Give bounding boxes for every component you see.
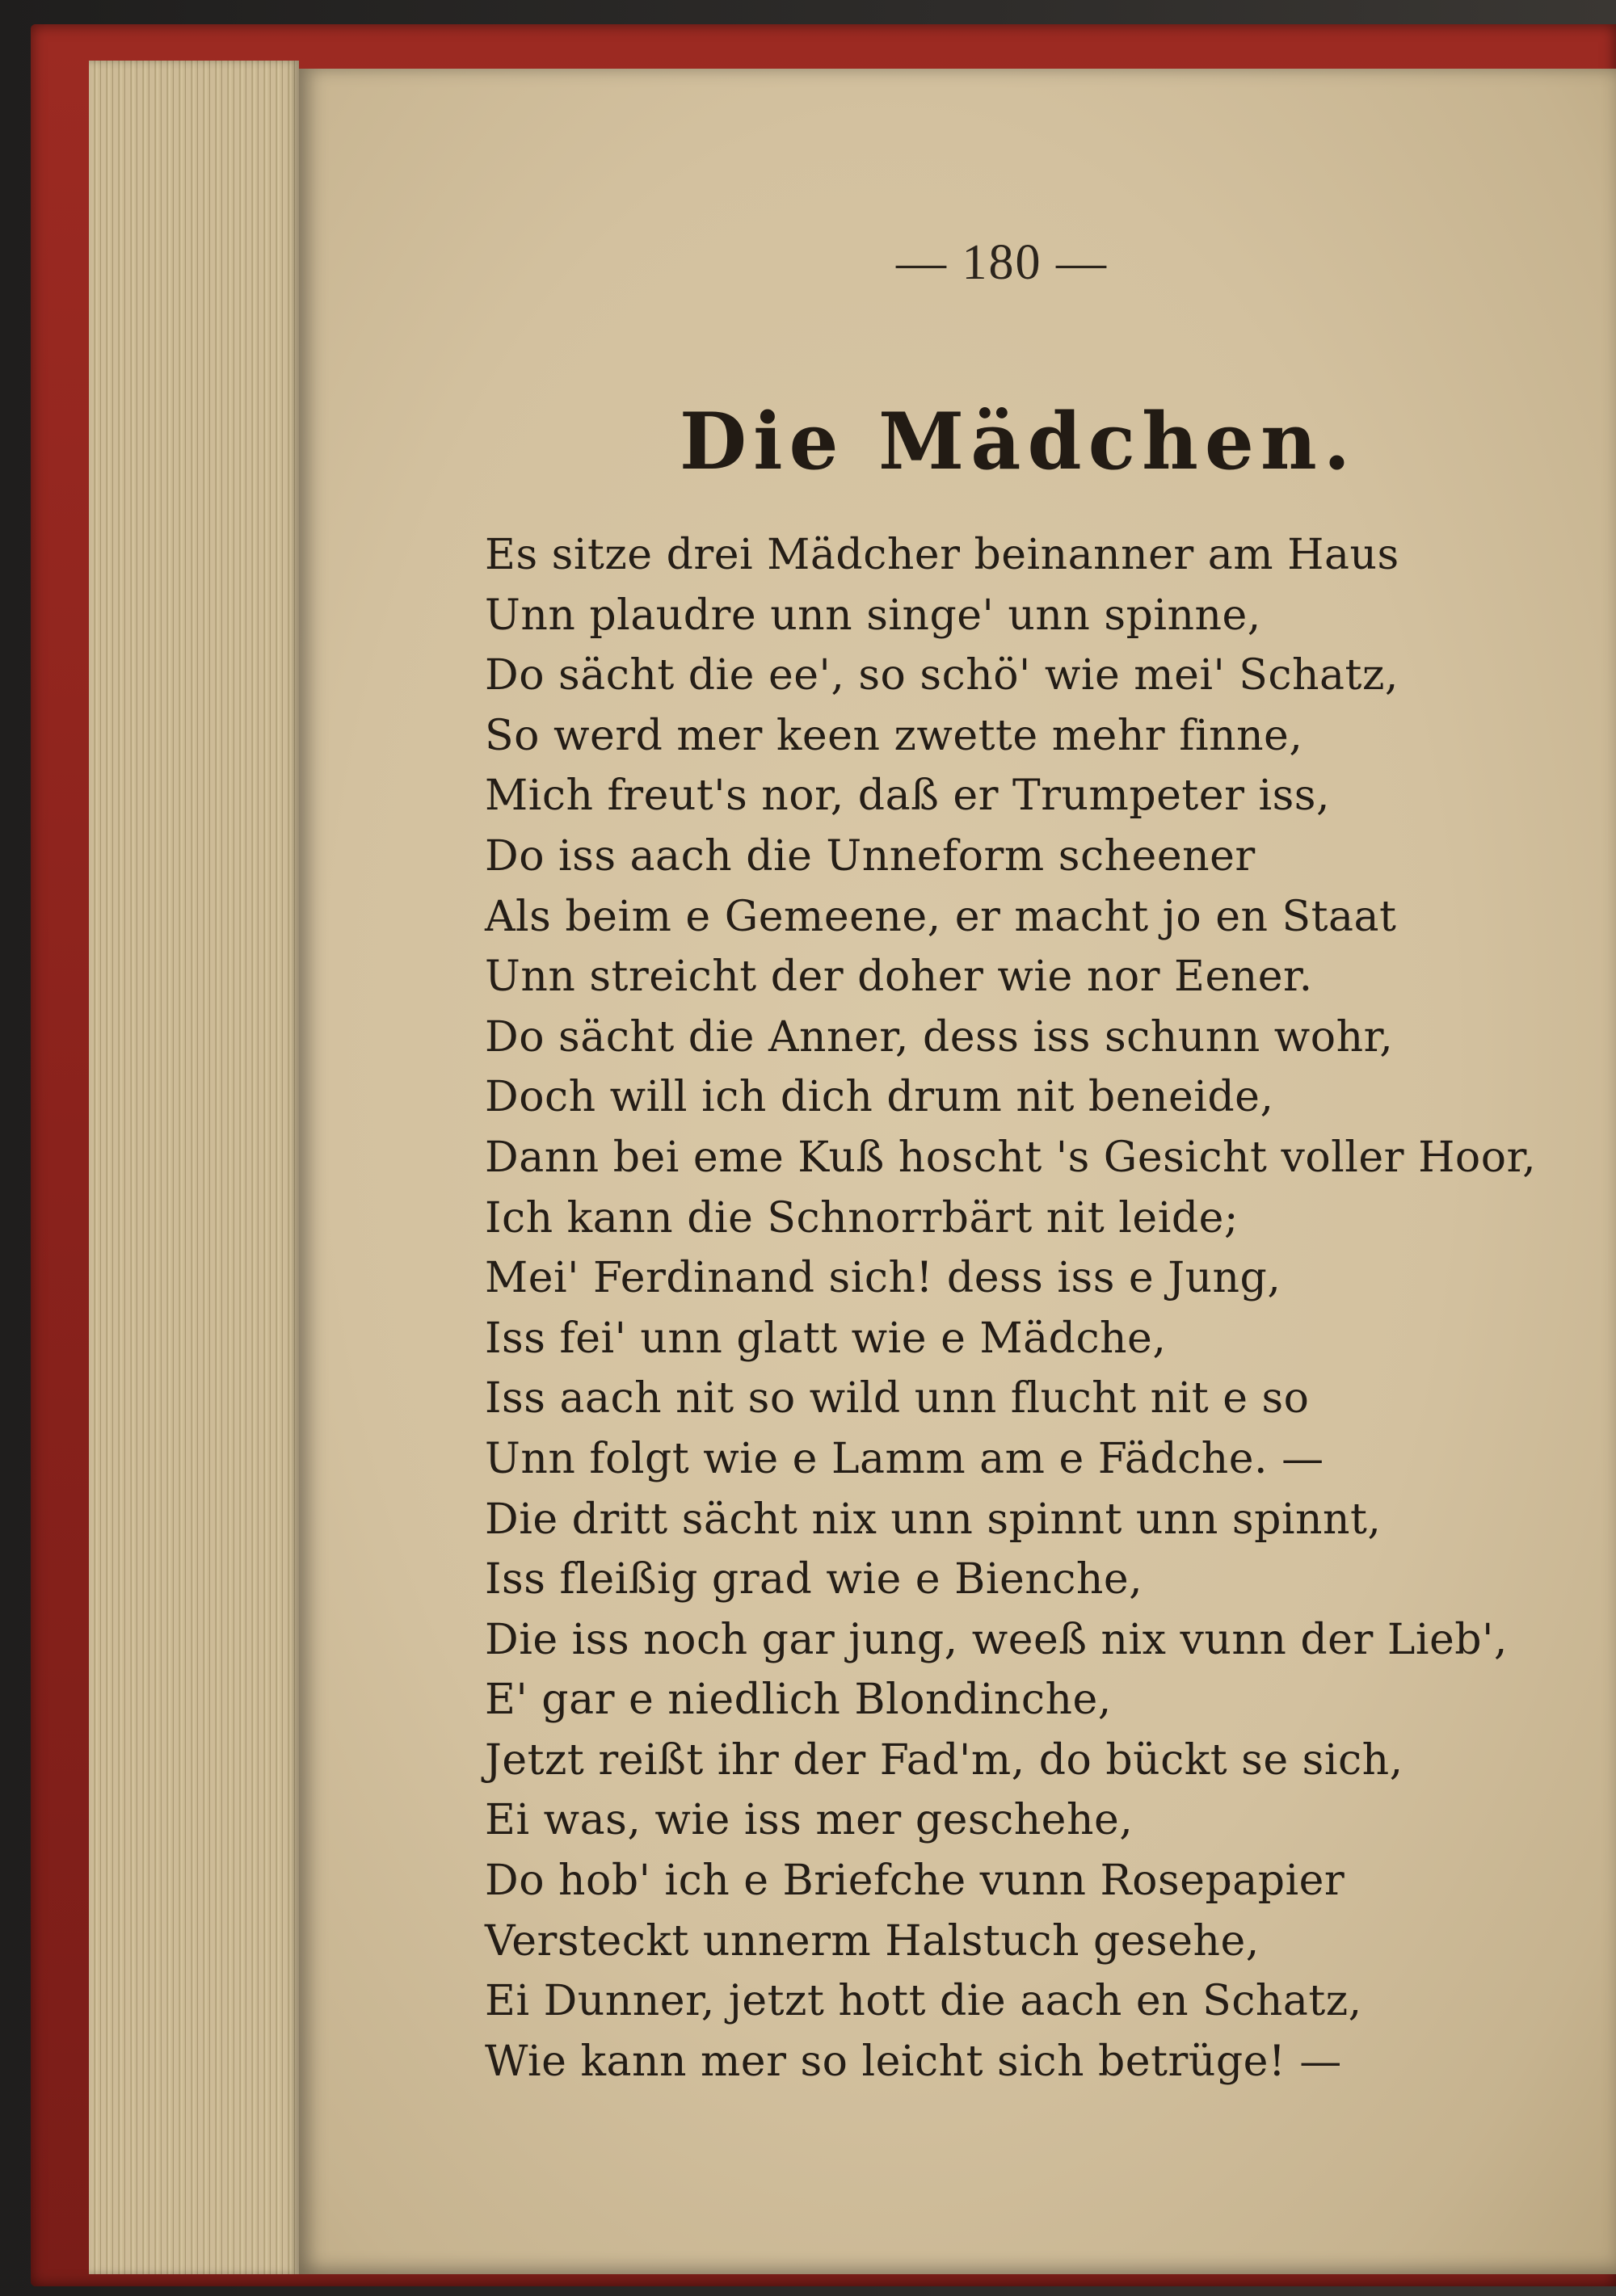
poem-line: Do iss aach die Unneform scheener — [485, 831, 1256, 881]
poem-line: Do hob' ich e Briefche vunn Rosepapier — [485, 1857, 1345, 1906]
page-number: — 180 — — [896, 235, 1108, 290]
poem-line: Als beim e Gemeene, er macht jo en Staat — [485, 892, 1397, 941]
poem-text — [485, 525, 1600, 2092]
poem-line: E' gar e niedlich Blondinche, — [485, 1676, 1112, 1725]
poem-line: Versteckt unnerm Halstuch gesehe, — [485, 1916, 1260, 1966]
poem-line: Die iss noch gar jung, weeß nix vunn der Lieb', — [485, 1615, 1508, 1664]
poem-line: Doch will ich dich drum nit beneide, — [485, 1073, 1274, 1122]
poem-line: Ich kann die Schnorrbärt nit leide; — [485, 1193, 1239, 1243]
poem-line: Do sächt die ee', so schö' wie mei' Schatz, — [485, 651, 1399, 700]
poem-line: Unn plaudre unn singe' unn spinne, — [485, 591, 1261, 640]
poem-line: Es sitze drei Mädcher beinanner am Haus — [485, 531, 1399, 579]
poem-line: Iss fei' unn glatt wie e Mädche, — [485, 1314, 1167, 1363]
page-edges — [89, 61, 299, 2274]
poem-line: Dann bei eme Kuß hoscht 's Gesicht voller Hoor, — [485, 1133, 1537, 1182]
poem-line: Jetzt reißt ihr der Fad'm, do bückt se sich, — [485, 1735, 1403, 1785]
poem-line: Mich freut's nor, daß er Trumpeter iss, — [485, 772, 1330, 821]
poem-line: So werd mer keen zwette mehr finne, — [485, 711, 1303, 760]
poem-line: Die dritt sächt nix unn spinnt unn spinnt, — [485, 1495, 1382, 1544]
poem-line: Do sächt die Anner, dess iss schunn wohr, — [485, 1012, 1394, 1062]
poem-line: Iss aach nit so wild unn flucht nit e so — [485, 1374, 1310, 1423]
poem-line: Unn streicht der doher wie nor Eener. — [485, 952, 1313, 1002]
poem-line: Wie kann mer so leicht sich betrüge! — — [485, 2037, 1342, 2086]
poem-line: Iss fleißig grad wie e Bienche, — [485, 1555, 1143, 1604]
poem-line: Ei was, wie iss mer geschehe, — [485, 1796, 1134, 1845]
poem-title: Die Mädchen. — [679, 396, 1357, 487]
poem-line: Unn folgt wie e Lamm am e Fädche. — — [485, 1434, 1324, 1483]
poem-line: Mei' Ferdinand sich! dess iss e Jung, — [485, 1254, 1281, 1303]
poem-line: Ei Dunner, jetzt hott die aach en Schatz, — [485, 1977, 1362, 2026]
